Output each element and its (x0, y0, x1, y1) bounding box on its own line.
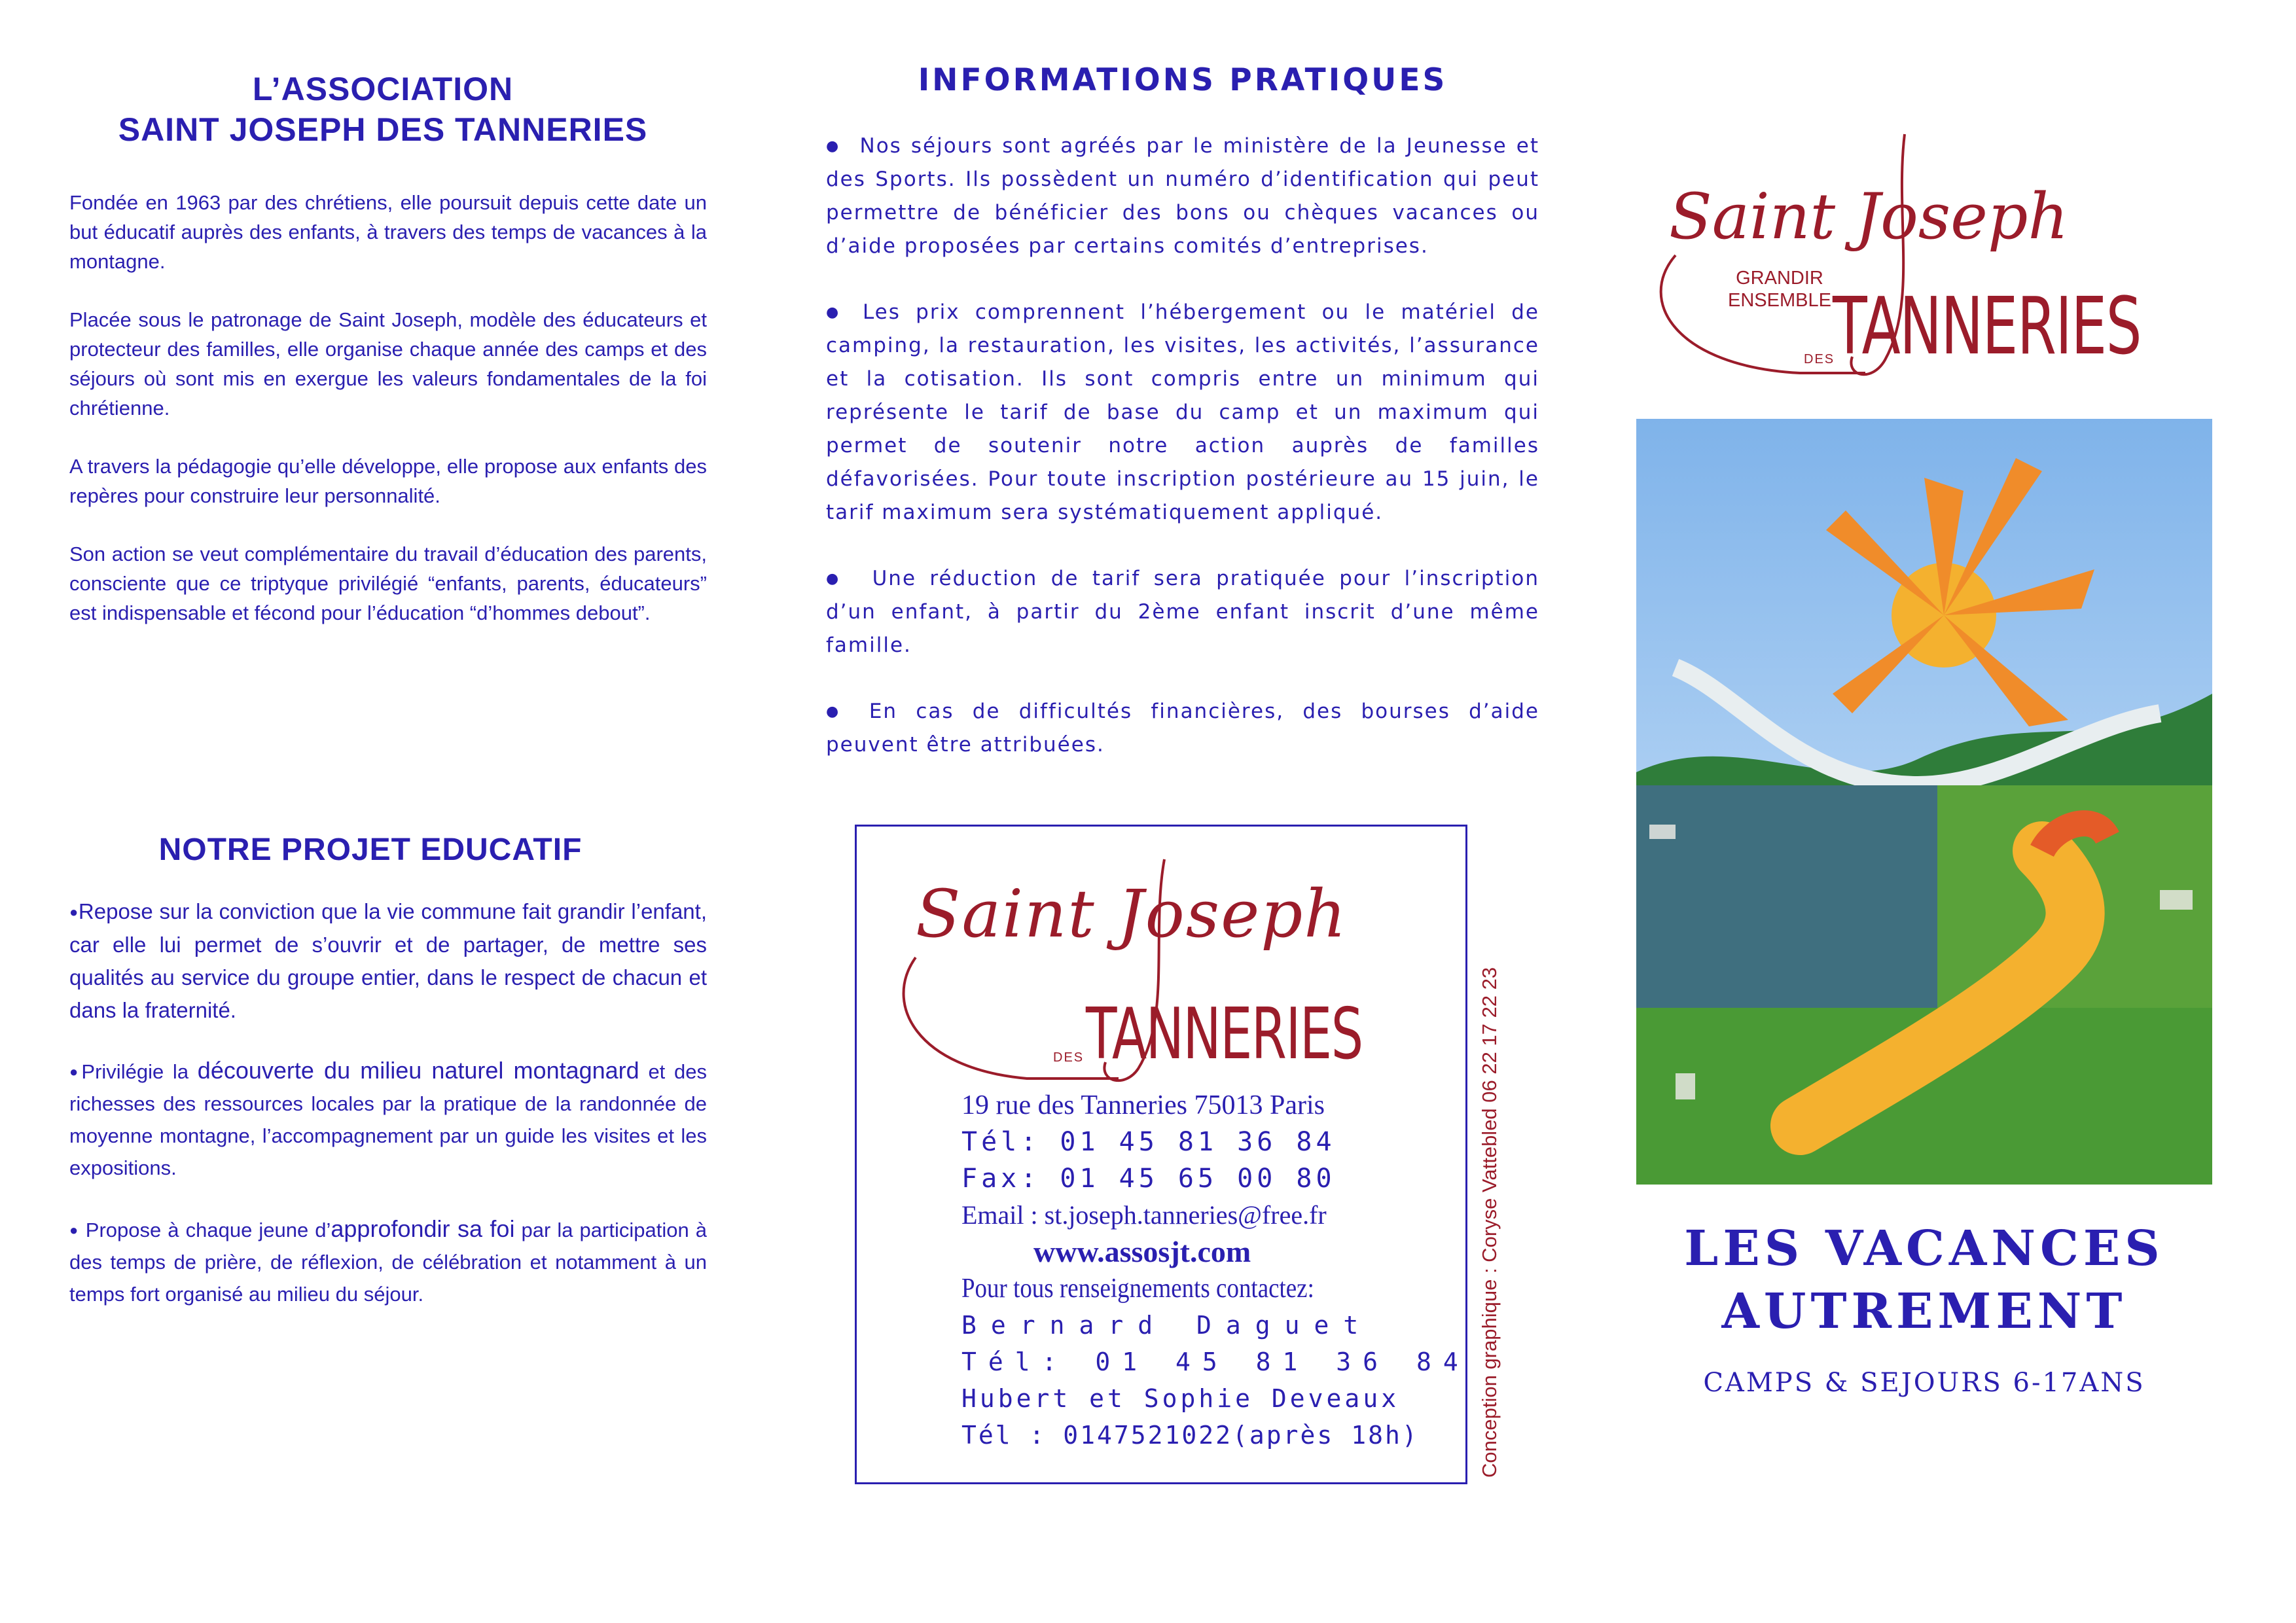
logo-saint-joseph: Saint Joseph (916, 876, 1348, 952)
projet-item: ●Privilégie la découverte du milieu naturel montagnard et des richesses des ressources locales par la pratique de la randonnée de moyenne montagne, l’accompagnement par un guide les visites et les expositions. (69, 1057, 708, 1179)
contact-website[interactable]: www.assosjt.com (1033, 1235, 1251, 1268)
cover-logo-des: DES (1804, 352, 1835, 366)
cover-logo-tagline: GRANDIR ENSEMBLE (1728, 268, 1831, 311)
bullet-icon: ● (69, 1063, 82, 1080)
bullet-icon: ● (826, 304, 848, 321)
contact-box (855, 825, 1470, 1484)
bullet-icon: ● (826, 138, 842, 154)
projet-item: ●Repose sur la conviction que la vie commune fait grandir l’enfant, car elle lui permet de s’ouvrir et de partager, de mettre ses qualités au service du groupe entier, dans le respect de chacun et dans la fraternité. (69, 899, 707, 1022)
infos-item: ● Les prix comprennent l’hébergement ou le matériel de camping, la restauration, les visites, les activités, l’assurance et la cotisation. Ils sont compris entre un minimum qui représente le tarif de base du camp et un maximum qui permet de soutenir notre action auprès de familles défavorisées. Pour toute inscription postérieure au 15 juin, le tarif maximum sera systématiquement appliqué. (826, 300, 1539, 524)
contact-details (961, 1087, 1470, 1454)
association-paragraph: A travers la pédagogie qu’elle développe, elle propose aux enfants des repères pour construire leur personnalité. (69, 455, 707, 507)
contact-tel: Tél: 01 45 81 36 84 (961, 1127, 1336, 1157)
cover-subtitle: CAMPS & SEJOURS 6-17ANS (1703, 1368, 2145, 1398)
cover-logo (1636, 131, 2212, 393)
association-paragraph: Son action se veut complémentaire du travail d’éducation des parents, consciente que ce triptyque privilégié “enfants, parents, éducateurs” est indispensable et fécond pour l’éducation “d’hommes debout”. (69, 543, 707, 624)
infos-item: ● Une réduction de tarif sera pratiquée pour l’inscription d’un enfant, à partir du 2ème enfant inscrit d’une même famille. (826, 567, 1539, 657)
projet-title: NOTRE PROJET EDUCATIF (158, 832, 583, 867)
infos-title: INFORMATIONS PRATIQUES (918, 62, 1448, 98)
infos-section (826, 62, 1539, 794)
contact-person2-tel: Tél : 0147521022(après 18h) (961, 1421, 1419, 1450)
bullet-icon: ● (826, 571, 846, 587)
contact-logo (876, 853, 1452, 1088)
contact-address: 19 rue des Tanneries 75013 Paris (961, 1090, 1325, 1120)
contact-person1: Bernard Daguet (961, 1311, 1373, 1340)
cover-logo-tanneries: TANNERIES (1833, 281, 2142, 372)
infos-item: ● En cas de difficultés financières, des bourses d’aide peuvent être attribuées. (826, 700, 1539, 757)
projet-section (69, 830, 707, 1339)
bullet-icon: ● (826, 704, 851, 720)
contact-email: Email : st.joseph.tanneries@free.fr (961, 1200, 1327, 1230)
association-title: L’ASSOCIATION SAINT JOSEPH DES TANNERIES (118, 71, 648, 148)
graphic-credit: Conception graphique : Coryse Vattebled 06 22 17 22 23 (1478, 967, 1501, 1478)
association-paragraph: Fondée en 1963 par des chrétiens, elle poursuit depuis cette date un but éducatif auprès des enfants, à travers des temps de vacances à la montagne. (69, 191, 707, 273)
infos-item: ● Nos séjours sont agréés par le ministère de la Jeunesse et des Sports. Ils possèdent un numéro d’identification qui peut permettre de bénéficier des bons ou chèques vacances ou d’aide proposées par certains comités d’entreprises. (826, 134, 1539, 258)
contact-person2: Hubert et Sophie Deveaux (961, 1384, 1400, 1413)
cover-logo-saint-joseph: Saint Joseph (1669, 180, 2069, 253)
projet-item: ● Propose à chaque jeune d’approfondir sa foi par la participation à des temps de prière, de réflexion, de célébration et notamment à un temps fort organisé au milieu du séjour. (69, 1215, 707, 1306)
logo-tanneries: TANNERIES (1086, 993, 1363, 1075)
email-link[interactable]: st.joseph.tanneries@free.fr (1044, 1200, 1327, 1230)
contact-info-line: Pour tous renseignements contactez: (961, 1274, 1314, 1304)
bullet-icon: ● (69, 904, 79, 920)
association-paragraph: Placée sous le patronage de Saint Joseph, modèle des éducateurs et protecteur des familles, elle organise chaque année des camps et des séjours où sont mis en exergue les valeurs fondamentales de la foi chrétienne. (69, 308, 707, 419)
cover-title: LES VACANCES AUTREMENT (1684, 1221, 2164, 1340)
bullet-icon: ● (69, 1222, 79, 1238)
mosaic-illustration (1636, 419, 2212, 1185)
cover-title-block (1636, 1217, 2212, 1398)
association-section (59, 69, 707, 656)
logo-des: DES (1053, 1050, 1085, 1065)
contact-person1-tel: Tél: 01 45 81 36 84 (961, 1347, 1470, 1376)
contact-fax: Fax: 01 45 65 00 80 (961, 1164, 1336, 1194)
